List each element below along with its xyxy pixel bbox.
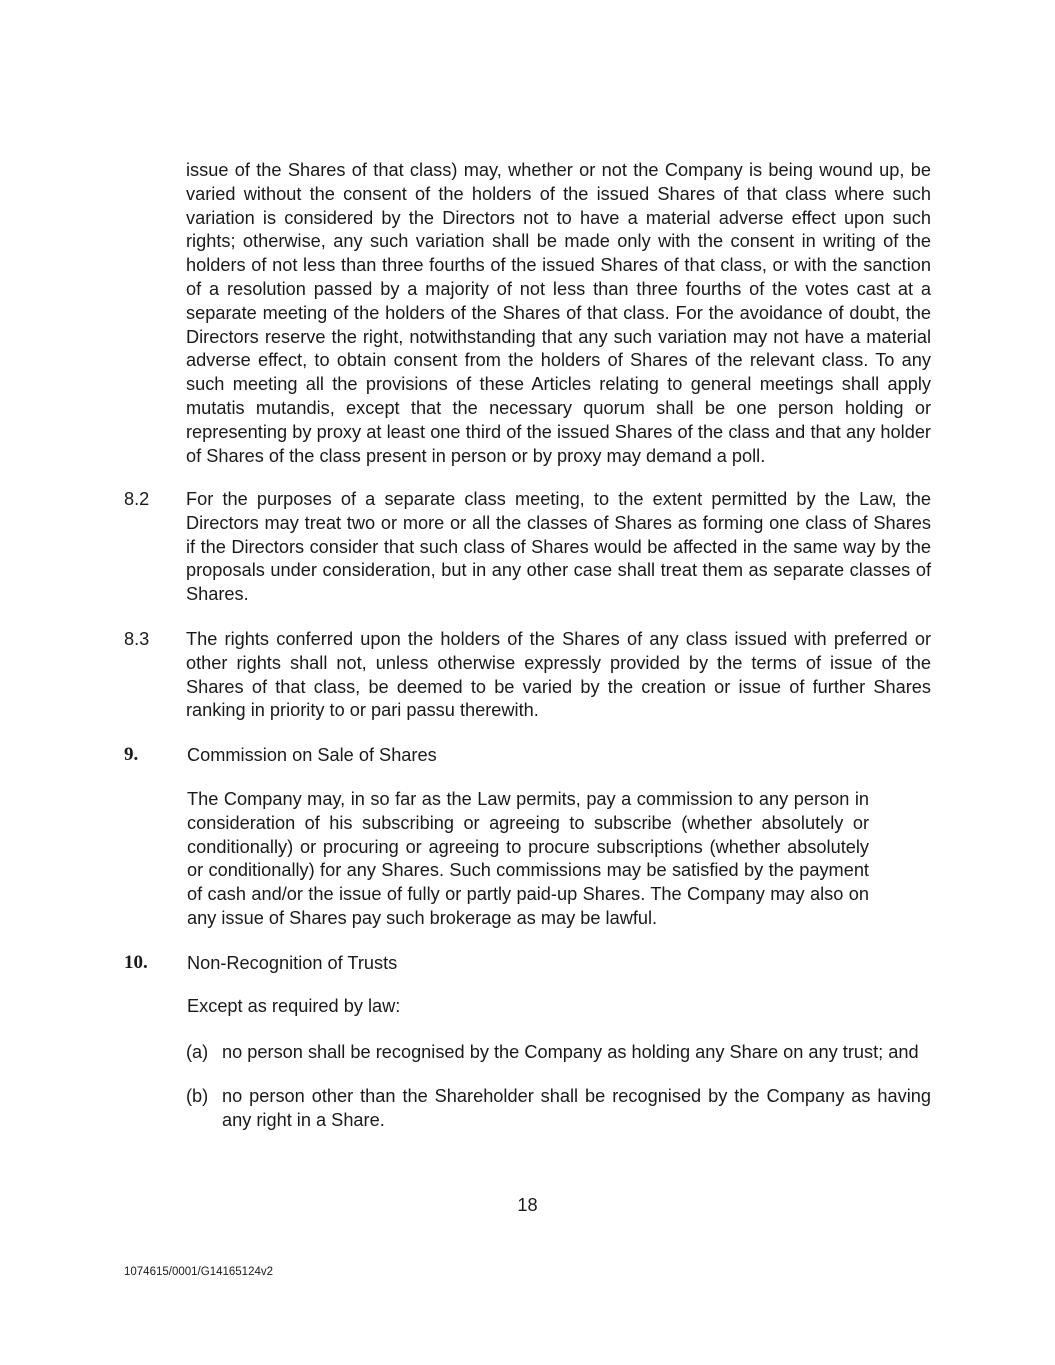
list-item-text: no person other than the Shareholder shall be recognised by the Company as having any right in a Share. [222,1086,931,1130]
clause-text: The rights conferred upon the holders of the Shares of any class issued with preferred or other rights shall not, unless otherwise expressly provided by the terms of issue of the Shares of that class, be deemed to be varied by the creation or issue of further Shares ranking in priority to or pari passu therewith. [186,629,931,721]
clause-number: 8.2 [124,489,150,509]
section-number: 10. [124,952,148,973]
section-heading: Commission on Sale of Shares [187,745,437,765]
section-number: 9. [124,744,139,765]
clause-number: 8.3 [124,629,150,649]
list-item-label: (b) [186,1086,209,1106]
page-number: 18 [517,1195,538,1215]
document-reference: 1074615/0001/G14165124v2 [124,1266,274,1278]
list-item-text: no person shall be recognised by the Company as holding any Share on any trust; and [222,1042,919,1062]
list-item-label: (a) [186,1042,209,1062]
section-body: Except as required by law: [187,996,401,1016]
intro-paragraph: issue of the Shares of that class) may, whether or not the Company is being wound up, be varied without the consent of the holders of the issued Shares of that class where such variation is considered by the Directors not to have a material adverse effect upon such rights; otherwise, any such variation shall be made only with the consent in writing of the holders of not less than three fourths of the issued Shares of that class, or with the sanction of a resolution passed by a majority of not less than three fourths of the votes cast at a separate meeting of the holders of the Shares of that class. For the avoidance of doubt, the Directors reserve the right, notwithstanding that any such variation may not have a material adverse effect, to obtain consent from the holders of Shares of the relevant class. To any such meeting all the provisions of these Articles relating to general meetings shall apply mutatis mutandis, except that the necessary quorum shall be one person holding or representing by proxy at least one third of the issued Shares of the class and that any holder of Shares of the class present in person or by proxy may demand a poll. [186,160,931,466]
clause-text: For the purposes of a separate class meeting, to the extent permitted by the Law, the Directors may treat two or more or all the classes of Shares as forming one class of Shares if the Directors consider that such class of Shares would be affected in the same way by the proposals under consideration, but in any other case shall treat them as separate classes of Shares. [186,489,931,605]
section-body: The Company may, in so far as the Law permits, pay a commission to any person in consideration of his subscribing or agreeing to subscribe (whether absolutely or conditionally) or procuring or agreeing to procure subscriptions (whether absolutely or conditionally) for any Shares. Such commissions may be satisfied by the payment of cash and/or the issue of fully or partly paid-up Shares. The Company may also on any issue of Shares pay such brokerage as may be lawful. [187,789,869,928]
section-heading: Non-Recognition of Trusts [187,953,398,973]
